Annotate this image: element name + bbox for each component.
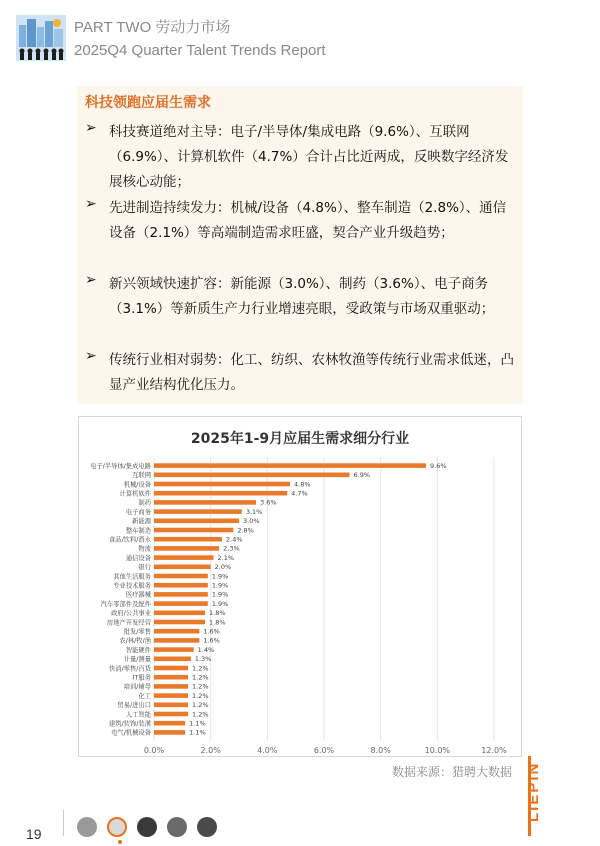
bar [154, 657, 191, 662]
category-label: 新能源 [132, 518, 151, 526]
bar [154, 519, 239, 524]
category-label: 其他生活服务 [113, 573, 151, 581]
bar [154, 546, 219, 551]
bullet-text: 新兴领域快速扩容：新能源（3.0%）、制药（3.6%）、电子商务（3.1%）等新质生产力行业增速亮眼，受政策与市场双重驱动； [109, 276, 495, 317]
bullet-item [85, 272, 515, 322]
category-label: 建筑/装饰/装潢 [108, 720, 151, 728]
value-label: 9.6% [430, 461, 447, 470]
value-label: 2.8% [237, 526, 254, 535]
bar [154, 666, 188, 671]
category-label: 快消/零售/百货 [108, 665, 151, 673]
bar [154, 730, 185, 735]
bar [154, 592, 208, 597]
category-label: 政府/公共事业 [111, 610, 151, 618]
bar [154, 684, 188, 689]
value-label: 2.1% [217, 553, 235, 562]
bar [154, 629, 199, 634]
bar [154, 528, 233, 533]
category-label: 电气/机械设备 [111, 729, 151, 737]
x-tick-label: 10.0% [424, 746, 451, 755]
value-label: 1.2% [192, 682, 209, 691]
value-label: 1.8% [209, 609, 226, 618]
x-tick-label: 0.0% [143, 746, 165, 755]
bullet-text: 科技赛道绝对主导：电子/半导体/集成电路（9.6%）、互联网（6.9%）、计算机软件（4.7%）合计占比近两成，反映数字经济发展核心动能； [109, 124, 509, 190]
x-tick-label: 12.0% [481, 746, 507, 755]
value-label: 3.0% [243, 517, 260, 526]
x-tick-label: 2.0% [200, 746, 221, 755]
bullet-text: 传统行业相对弱势：化工、纺织、农林牧渔等传统行业需求低迷，凸显产业结构优化压力。 [109, 352, 514, 393]
value-label: 1.9% [211, 572, 229, 581]
category-label: 物流 [138, 545, 151, 553]
category-label: 批发/零售 [123, 628, 151, 636]
bar [154, 601, 208, 606]
page-number: 19 [26, 826, 42, 842]
category-label: 互联网 [132, 472, 151, 480]
value-label: 1.3% [194, 655, 212, 664]
value-label: 1.9% [211, 599, 229, 608]
nav-thumb-3[interactable] [137, 817, 157, 837]
category-label: 汽车零部件及配件 [100, 600, 151, 608]
bar [154, 537, 222, 542]
value-label: 1.6% [203, 636, 220, 645]
bar [154, 491, 287, 496]
category-label: 计算机软件 [119, 490, 151, 498]
category-label: 医疗器械 [125, 591, 151, 599]
value-label: 1.4% [197, 645, 215, 654]
value-label: 6.9% [353, 471, 371, 480]
category-label: 银行 [138, 564, 151, 572]
category-label: IT服务 [132, 674, 151, 682]
report-subtitle: 2025Q4 Quarter Talent Trends Report [74, 42, 326, 59]
arrow-bullet-icon: ➢ [85, 348, 97, 364]
active-section-dot [118, 840, 122, 844]
chart-canvas [79, 417, 521, 756]
value-label: 1.2% [192, 701, 209, 710]
value-label: 4.8% [294, 480, 311, 489]
bullet-item [85, 348, 515, 398]
report-logo-icon [16, 15, 66, 61]
bar [154, 647, 194, 652]
bullet-item [85, 196, 515, 246]
value-label: 1.8% [209, 618, 226, 627]
chart-title: 2025年1-9月应届生需求细分行业 [190, 431, 410, 447]
category-label: 电子商务 [125, 508, 151, 516]
section-title: PART TWO 劳动力市场 [74, 19, 231, 36]
value-label: 1.1% [189, 719, 206, 728]
bullet-text: 先进制造持续发力：机械/设备（4.8%）、整车制造（2.8%）、通信设备（2.1%）等高端制造需求旺盛，契合产业升级趋势； [109, 200, 507, 241]
category-label: 专业技术服务 [113, 582, 151, 590]
category-label: 培训/辅导 [123, 683, 151, 691]
bar [154, 675, 188, 680]
bar [154, 583, 208, 588]
category-label: 人工智能 [125, 711, 151, 719]
value-label: 2.3% [223, 544, 240, 553]
nav-thumb-4[interactable] [167, 817, 187, 837]
bar [154, 703, 188, 708]
category-label: 贸易/进出口 [117, 702, 151, 710]
data-source: 数据来源：猎聘大数据 [392, 765, 513, 779]
value-label: 1.6% [203, 627, 220, 636]
value-label: 1.2% [192, 673, 209, 682]
value-label: 1.1% [189, 728, 206, 737]
value-label: 2.4% [226, 535, 243, 544]
bar [154, 500, 256, 505]
value-label: 1.2% [192, 664, 209, 673]
summary-box [77, 86, 523, 404]
nav-thumb-5[interactable] [197, 817, 217, 837]
bullet-item [85, 120, 515, 195]
bar [154, 482, 290, 487]
bar [154, 555, 214, 560]
bar [154, 574, 208, 579]
value-label: 1.2% [192, 691, 209, 700]
value-label: 4.7% [291, 489, 308, 498]
bar [154, 509, 242, 514]
nav-thumb-2[interactable] [107, 817, 127, 837]
category-label: 农/林/牧/渔 [119, 637, 151, 645]
summary-title: 科技领跑应届生需求 [85, 95, 211, 111]
category-label: 智能硬件 [125, 646, 151, 654]
value-label: 3.6% [260, 498, 277, 507]
value-label: 2.0% [214, 563, 232, 572]
brand-text: LIEPIN [525, 761, 542, 822]
category-label: 电子/半导体/集成电路 [90, 462, 151, 470]
bar [154, 712, 188, 717]
value-label: 1.2% [192, 710, 209, 719]
arrow-bullet-icon: ➢ [85, 272, 97, 288]
bar [154, 565, 211, 570]
value-label: 1.9% [211, 581, 229, 590]
value-label: 1.9% [211, 590, 229, 599]
x-tick-label: 6.0% [313, 746, 335, 755]
bar [154, 611, 205, 616]
category-label: 计量/测量 [123, 656, 151, 664]
bar [154, 693, 188, 698]
nav-thumb-1[interactable] [77, 817, 97, 837]
arrow-bullet-icon: ➢ [85, 120, 97, 136]
bar [154, 620, 205, 625]
bar [154, 721, 185, 726]
category-label: 通信设备 [125, 554, 151, 562]
category-label: 房地产开发经营 [106, 619, 151, 627]
category-label: 机械/设备 [123, 481, 151, 489]
value-label: 3.1% [245, 507, 263, 516]
x-tick-label: 8.0% [370, 746, 391, 755]
category-label: 制药 [138, 499, 151, 507]
category-label: 整车制造 [125, 527, 151, 535]
bar [154, 463, 426, 468]
brand-mark [519, 756, 541, 836]
category-label: 食品/饮料/酒水 [108, 536, 151, 544]
industry-bar-chart [78, 416, 522, 757]
bar [154, 473, 350, 478]
x-tick-label: 4.0% [257, 746, 278, 755]
category-label: 化工 [138, 692, 151, 700]
footer-divider [63, 810, 64, 836]
arrow-bullet-icon: ➢ [85, 196, 97, 212]
bar [154, 638, 199, 643]
